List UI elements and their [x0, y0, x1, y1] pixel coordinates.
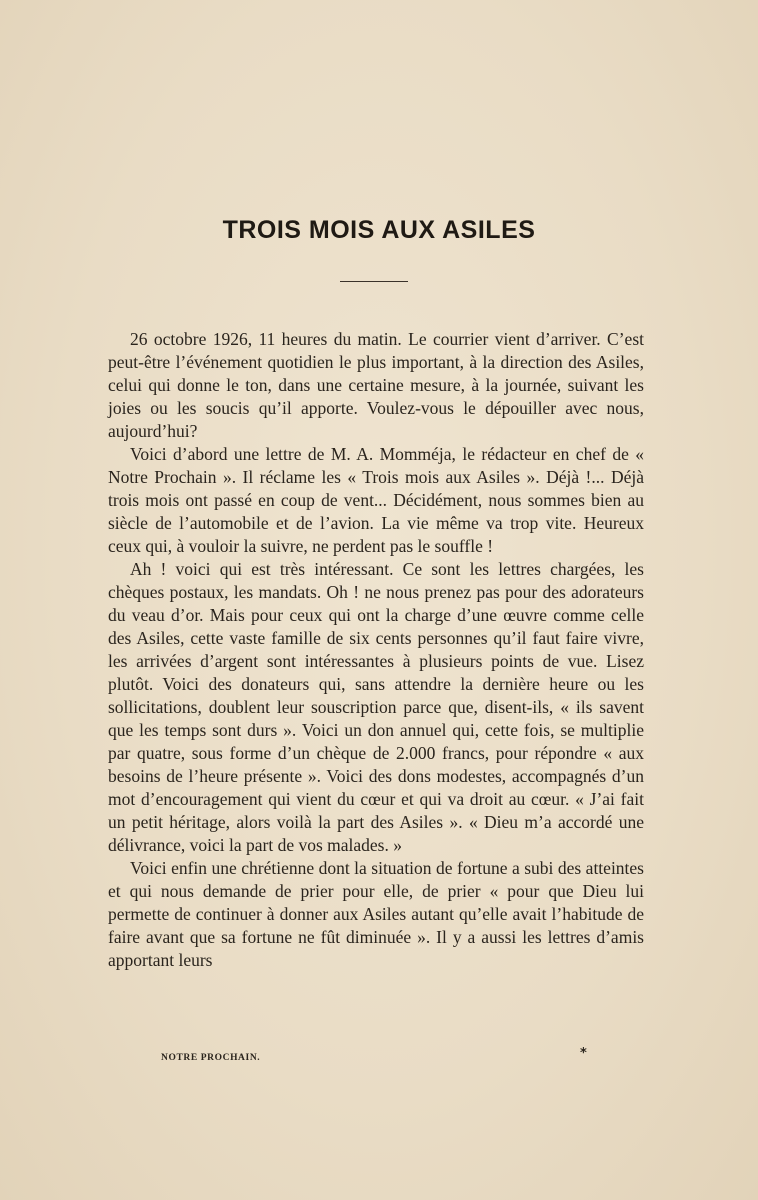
paragraph: Voici d’abord une lettre de M. A. Momméja, le rédacteur en chef de « Notre Prochain ». Il réclame les « Trois mois aux Asiles ». Déjà !... Déjà trois mois ont passé en coup de vent... Décidément, nous sommes bien au siècle de l’automobile et de l’avion. La vie même va trop vite. Heureux ceux qui, à vouloir la suivre, ne perdent pas le souffle ! — [108, 444, 644, 556]
paragraph: 26 octobre 1926, 11 heures du matin. Le courrier vient d’arriver. C’est peut-être l’événement quotidien le plus important, à la direction des Asiles, celui qui donne le ton, dans une certaine mesure, à la journée, suivant les joies ou les soucis qu’il apporte. Voulez-vous le dépouiller avec nous, aujourd’hui? — [108, 329, 644, 441]
article-body — [108, 328, 644, 972]
footer-journal-name: NOTRE PROCHAIN. — [161, 1053, 261, 1063]
title-divider — [340, 281, 408, 282]
paragraph: Ah ! voici qui est très intéressant. Ce sont les lettres chargées, les chèques postaux, les mandats. Oh ! ne nous prenez pas pour des adorateurs du veau d’or. Mais pour ceux qui ont la charge d’une œuvre comme celle des Asiles, cette vaste famille de six cents personnes qu’il faut faire vivre, les arrivées d’argent sont intéressantes à plusieurs points de vue. Lisez plutôt. Voici des donateurs qui, sans attendre la dernière heure ou les sollicitations, doublent leur souscription parce que, disent-ils, « ils savent que les temps sont durs ». Voici un don annuel qui, cette fois, se multiplie par quatre, sous forme d’un chèque de 2.000 francs, pour répondre « aux besoins de l’heure présente ». Voici des dons modestes, accompagnés d’un mot d’encouragement qui vient du cœur et qui va droit au cœur. « J’ai fait un petit héritage, alors voilà la part des Asiles ». « Dieu m’a accordé une délivrance, voici la part de vos malades. » — [108, 559, 644, 855]
page-title: TROIS MOIS AUX ASILES — [222, 216, 536, 244]
footer-signature-mark: * — [580, 1046, 587, 1061]
paragraph: Voici enfin une chrétienne dont la situation de fortune a subi des atteintes et qui nous demande de prier pour elle, de prier « pour que Dieu lui permette de continuer à donner aux Asiles autant qu’elle avait l’habitude de faire avant que sa fortune ne fût diminuée ». Il y a aussi les lettres d’amis apportant leurs — [108, 858, 644, 970]
